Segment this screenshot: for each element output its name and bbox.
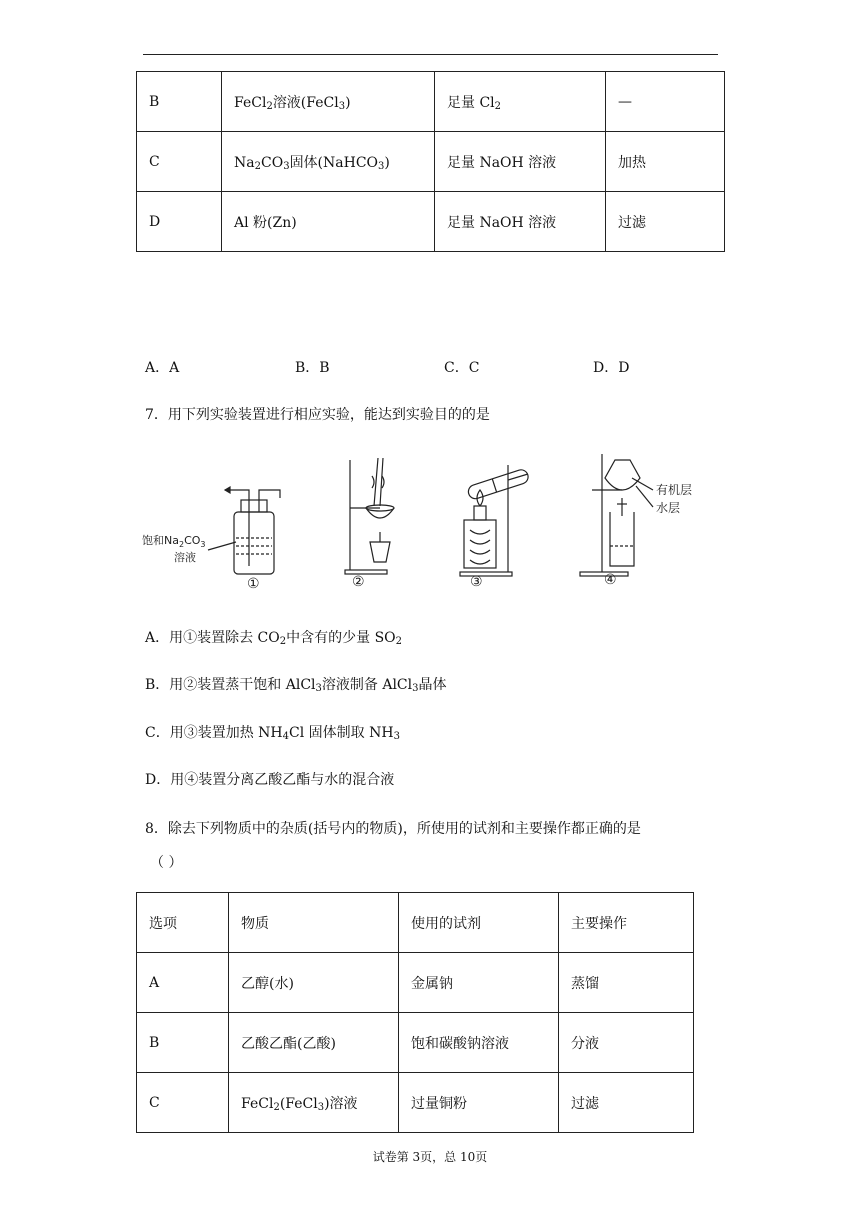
q7-option-b: B．用②装置蒸干饱和 AlCl$_3$溶液制备 AlCl$_3$晶体 <box>145 677 447 694</box>
label-num-4: ④ <box>604 572 617 588</box>
label-saturated-na2co3: 饱和$Na_2CO_3$ <box>142 534 206 549</box>
table-q8 <box>136 892 694 1133</box>
label-num-2: ② <box>352 574 365 590</box>
table-row <box>137 192 725 252</box>
table-row <box>137 132 725 192</box>
option-a: A．A <box>145 360 180 376</box>
option-c: C．C <box>444 360 480 376</box>
table-row <box>137 953 694 1013</box>
cell-reagent: 足量 $Cl_2$ <box>435 72 606 132</box>
q8-stem: 8．除去下列物质中的杂质(括号内的物质)，所使用的试剂和主要操作都正确的是 <box>145 821 641 837</box>
q7-option-d: D．用④装置分离乙酸乙酯与水的混合液 <box>145 772 395 788</box>
page-footer: 试卷第 3页，总 10页 <box>372 1150 488 1164</box>
cell-option: C <box>137 132 222 192</box>
apparatus-3-heating-tube <box>460 465 530 576</box>
header-option: 选项 <box>137 893 229 953</box>
cell-operation: 分液 <box>559 1013 694 1073</box>
apparatus-2-evaporation <box>345 458 394 574</box>
cell-substance: $Na_2CO_3$固体(NaHCO$_3$) <box>222 132 435 192</box>
header-operation: 主要操作 <box>559 893 694 953</box>
cell-substance: 乙酸乙酯(乙酸) <box>229 1013 399 1073</box>
cell-substance: FeCl$_2$(FeCl$_3$)溶液 <box>229 1073 399 1133</box>
cell-operation: — <box>606 72 725 132</box>
table-row <box>137 1013 694 1073</box>
cell-operation: 过滤 <box>559 1073 694 1133</box>
header-reagent: 使用的试剂 <box>399 893 559 953</box>
cell-operation: 加热 <box>606 132 725 192</box>
option-d: D．D <box>593 360 630 376</box>
cell-reagent: 金属钠 <box>399 953 559 1013</box>
table-row <box>137 72 725 132</box>
header-rule <box>143 54 718 55</box>
cell-option: A <box>137 953 229 1013</box>
table-header-row <box>137 893 694 953</box>
cell-option: B <box>137 72 222 132</box>
label-water-layer: 水层 <box>656 501 681 515</box>
cell-reagent: 足量 NaOH 溶液 <box>435 192 606 252</box>
q7-option-c: C．用③装置加热 $NH_4Cl$ 固体制取 $NH_3$ <box>145 725 400 742</box>
cell-reagent: 饱和碳酸钠溶液 <box>399 1013 559 1073</box>
q7-apparatus-figure <box>140 450 730 590</box>
cell-option: B <box>137 1013 229 1073</box>
q8-answer-paren: （ ） <box>150 855 183 871</box>
cell-substance: Al 粉(Zn) <box>222 192 435 252</box>
label-num-3: ③ <box>470 574 483 590</box>
table-q6-continued <box>136 71 725 252</box>
cell-operation: 过滤 <box>606 192 725 252</box>
q7-option-a: A．用①装置除去 $CO_2$中含有的少量 $SO_2$ <box>145 630 403 647</box>
cell-reagent: 足量 NaOH 溶液 <box>435 132 606 192</box>
label-solution: 溶液 <box>174 551 196 564</box>
apparatus-1-wash-bottle <box>208 487 280 574</box>
q7-stem: 7．用下列实验装置进行相应实验，能达到实验目的的是 <box>145 407 490 423</box>
cell-operation: 蒸馏 <box>559 953 694 1013</box>
cell-option: D <box>137 192 222 252</box>
label-num-1: ① <box>247 576 260 590</box>
header-substance: 物质 <box>229 893 399 953</box>
table-row <box>137 1073 694 1133</box>
apparatus-4-separatory-funnel <box>580 454 653 576</box>
cell-substance: FeCl$_2$溶液(FeCl$_3$) <box>222 72 435 132</box>
label-organic-layer: 有机层 <box>656 483 693 497</box>
option-b: B．B <box>295 360 330 376</box>
cell-reagent: 过量铜粉 <box>399 1073 559 1133</box>
cell-substance: 乙醇(水) <box>229 953 399 1013</box>
cell-option: C <box>137 1073 229 1133</box>
